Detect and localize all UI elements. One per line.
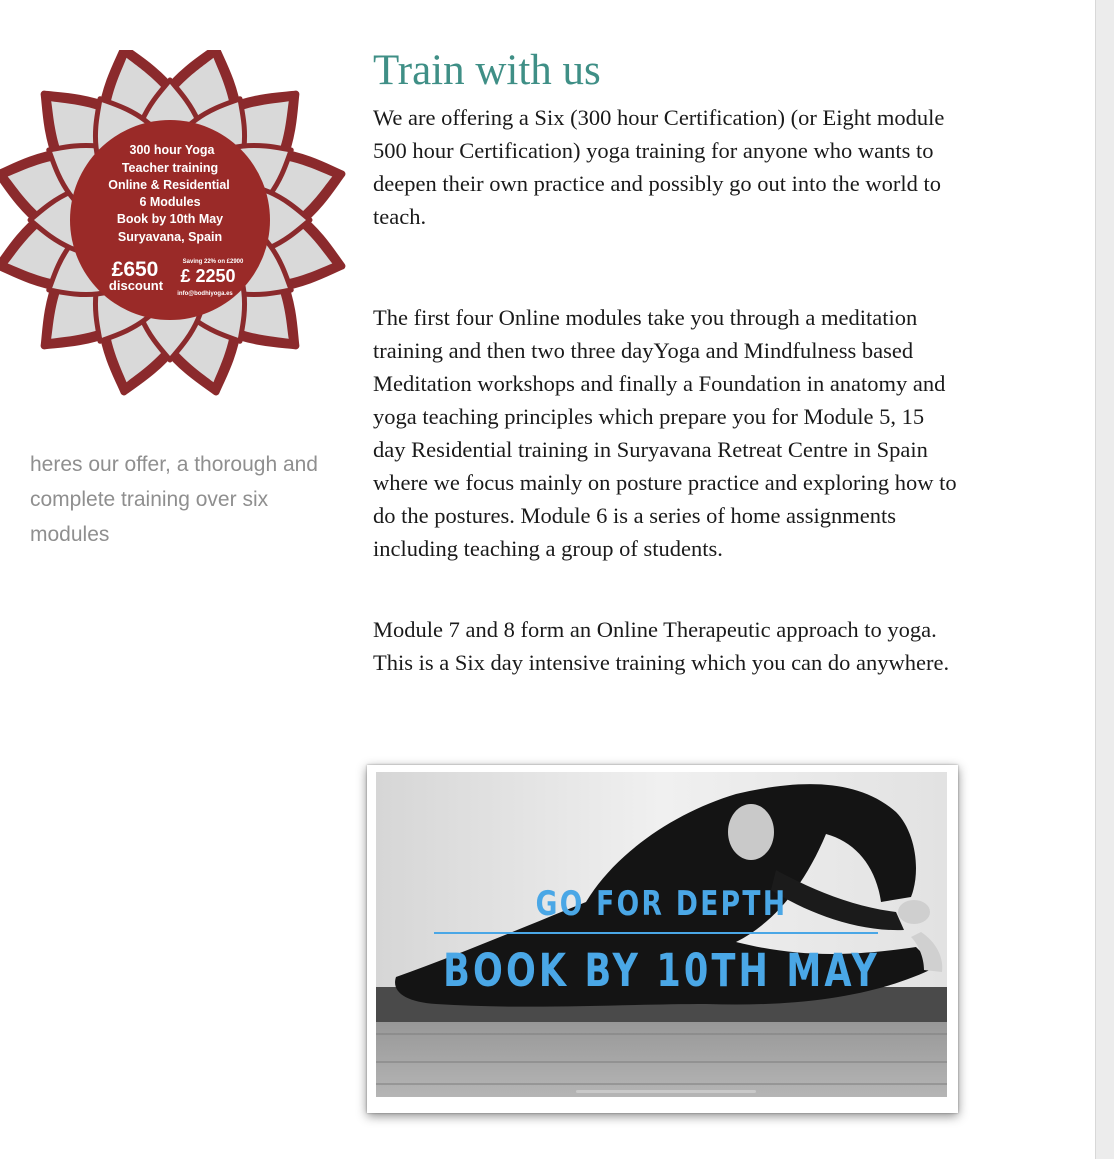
- intro-paragraph: We are offering a Six (300 hour Certification) (or Eight module 500 hour Certification) yoga training for anyone who wants to deepen their own practice and possibly go out into the world to teach.: [373, 105, 945, 229]
- promo-image-frame[interactable]: [367, 765, 958, 1113]
- image-scroll-indicator[interactable]: [576, 1090, 756, 1093]
- badge-line-5: Book by 10th May: [116, 212, 224, 226]
- badge-line-1: 300 hour Yoga: [129, 143, 215, 157]
- page-title: Train with us: [373, 47, 601, 94]
- sidebar-caption: heres our offer, a thorough and complete training over six modules: [30, 453, 318, 546]
- therapeutic-paragraph: Module 7 and 8 form an Online Therapeutic approach to yoga. This is a Six day intensive training which you can do anywhere.: [373, 617, 950, 675]
- promo-divider: [434, 932, 878, 934]
- badge-line-4: 6 Modules: [139, 195, 201, 209]
- badge-discount-label: discount: [108, 278, 164, 293]
- badge-line-6: Suryavana, Spain: [117, 230, 223, 244]
- badge-saving-note: Saving 22% on £2900: [182, 259, 244, 265]
- badge-discount-amount: £650: [111, 258, 159, 281]
- promo-book-by: BOOK BY 10TH MAY: [443, 944, 880, 997]
- yoga-photo-illustration: [376, 772, 947, 1097]
- badge-line-2: Teacher training: [121, 161, 219, 175]
- page-edge: [1095, 0, 1114, 1159]
- modules-paragraph: The first four Online modules take you through a meditation training and then two three dayYoga and Mindfulness based Meditation workshops and finally a Foundation in anatomy and yoga teaching principles which prepare you for Module 5, 15 day Residential training in Suryavana Retreat Centre in Spain where we focus mainly on posture practice and exploring how to do the postures. Module 6 is a series of home assignments including teaching a group of students.: [373, 305, 957, 561]
- lotus-offer-badge[interactable]: [0, 50, 352, 410]
- badge-line-3: Online & Residential: [108, 178, 230, 192]
- lotus-flower-icon: [0, 50, 352, 410]
- promo-headline: GO FOR DEPTH: [535, 884, 788, 924]
- yoga-pose-photo: [376, 772, 947, 1097]
- badge-price: £ 2250: [180, 266, 236, 286]
- badge-email: info@bodhiyoga.es: [177, 291, 233, 297]
